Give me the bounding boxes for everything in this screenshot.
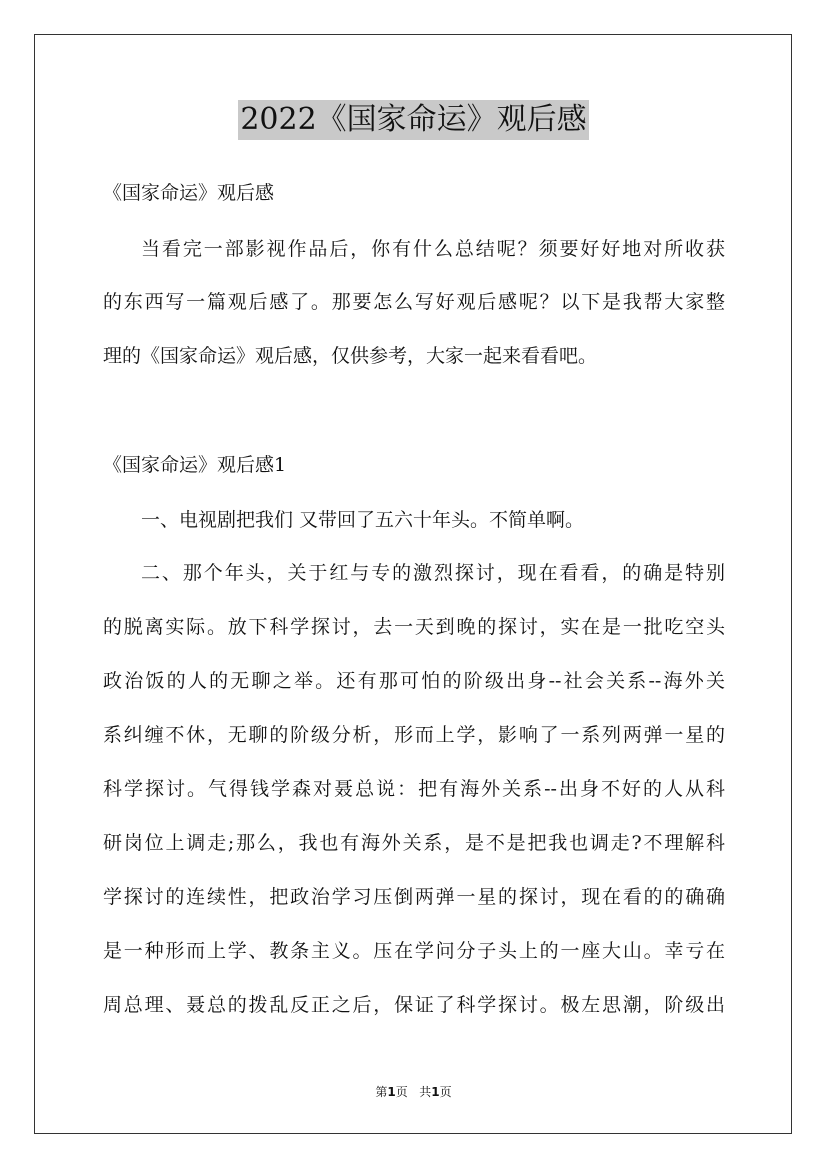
intro-line-2: 的东西写一篇观后感了。那要怎么写好观后感呢？以下是我帮大家整 xyxy=(103,291,725,313)
page-label-prefix: 第 xyxy=(375,1085,388,1099)
page-total: 1 xyxy=(431,1085,440,1099)
subtitle: 《国家命运》观后感 xyxy=(103,182,275,204)
paragraph-2-line-5: 科学探讨。气得钱学森对聂总说：把有海外关系--出身不好的人从科 xyxy=(103,778,725,800)
page-label-suffix: 页 xyxy=(395,1085,408,1099)
intro-line-3: 理的《国家命运》观后感，仅供参考，大家一起来看看吧。 xyxy=(103,345,598,367)
page-footer xyxy=(0,1084,827,1100)
paragraph-2-line-6: 研岗位上调走;那么，我也有海外关系，是不是把我也调走?不理解科 xyxy=(103,832,725,854)
total-label-suffix: 页 xyxy=(439,1085,452,1099)
paragraph-2-line-3: 政治饭的人的无聊之举。还有那可怕的阶级出身--社会关系--海外关 xyxy=(103,670,725,692)
page-current: 1 xyxy=(387,1085,396,1099)
paragraph-2-line-8: 是一种形而上学、教条主义。压在学问分子头上的一座大山。幸亏在 xyxy=(103,940,725,962)
title-container xyxy=(0,100,827,140)
total-label-prefix: 共 xyxy=(419,1085,432,1099)
paragraph-2-line-7: 学探讨的连续性，把政治学习压倒两弹一星的探讨，现在看的的确确 xyxy=(103,886,725,908)
paragraph-2-line-1: 二、那个年头，关于红与专的激烈探讨，现在看看，的确是特别 xyxy=(141,562,725,584)
paragraph-2-line-9: 周总理、聂总的拨乱反正之后，保证了科学探讨。极左思潮，阶级出 xyxy=(103,994,725,1016)
intro-line-1: 当看完一部影视作品后，你有什么总结呢？须要好好地对所收获 xyxy=(141,238,725,260)
paragraph-2-line-4: 系纠缠不休，无聊的阶级分析，形而上学，影响了一系列两弹一星的 xyxy=(103,724,725,746)
section-heading: 《国家命运》观后感1 xyxy=(103,454,287,476)
paragraph-2-line-2: 的脱离实际。放下科学探讨，去一天到晚的探讨，实在是一批吃空头 xyxy=(103,616,725,638)
document-title: 2022《国家命运》观后感 xyxy=(238,100,588,140)
paragraph-1: 一、电视剧把我们 又带回了五六十年头。不简单啊。 xyxy=(141,509,585,531)
